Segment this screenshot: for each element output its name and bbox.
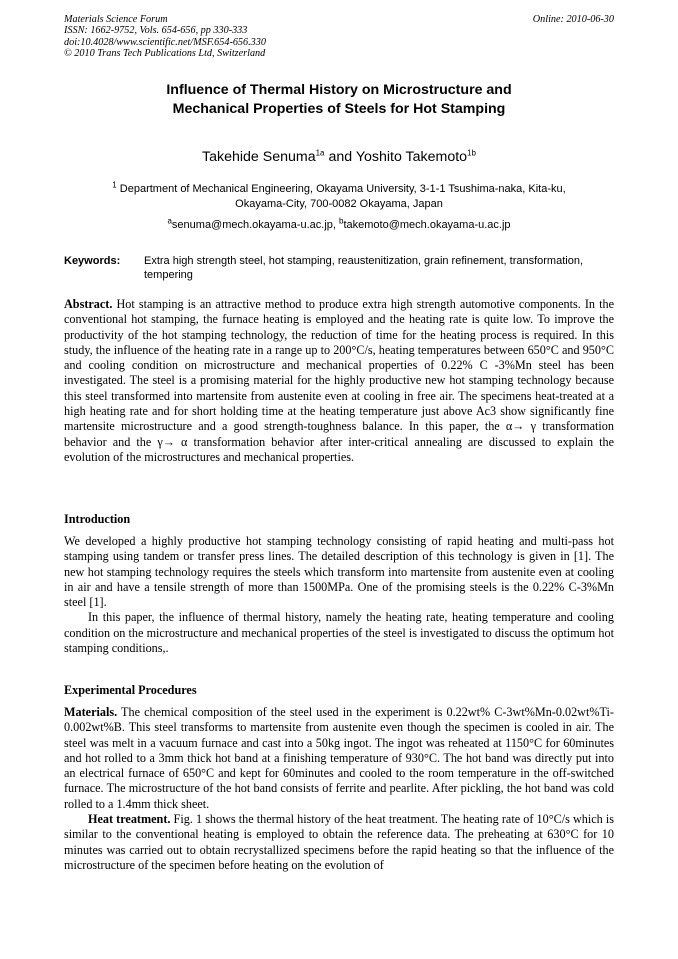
author-1: Takehide Senuma bbox=[202, 149, 316, 165]
email-b: takemoto@mech.okayama-u.ac.jp bbox=[343, 219, 511, 231]
keywords-label: Keywords: bbox=[64, 255, 121, 267]
affiliation-sup: 1 bbox=[112, 180, 117, 190]
email-a: senuma@mech.okayama-u.ac.jp, bbox=[171, 219, 339, 231]
materials-label: Materials. bbox=[64, 705, 118, 719]
issn-line: ISSN: 1662-9752, Vols. 654-656, pp 330-333 bbox=[64, 25, 248, 37]
journal-name: Materials Science Forum bbox=[64, 14, 168, 25]
paper-title bbox=[64, 81, 614, 119]
introduction-body bbox=[64, 534, 614, 656]
online-date: Online: 2010-06-30 bbox=[532, 14, 614, 25]
email-line bbox=[64, 218, 614, 233]
author-2-sup: 1b bbox=[467, 148, 476, 158]
materials-text: The chemical composition of the steel used in the experiment is 0.22wt% C-3wt%Mn-0.02wt%Ti-0.002wt%B. This steel transforms to martensite from austenite even though the specimen is cooled in air. The steel was melt in a vacuum furnace and cast into a 50kg ingot. The ingot was reheated at 1150°C for 60minutes and hot rolled to a 3mm thick hot band at a finishing temperature of 930°C. The hot band was directly put into an electrical furnace of 650°C and kept for 60minutes and cooled to the room temperature in the off-switched furnace. The microstructure of the hot band consists of ferrite and pearlite. After pickling, the hot band was cold rolled to a 1.4mm thick sheet. bbox=[64, 705, 614, 811]
abstract bbox=[64, 297, 614, 465]
intro-paragraph-2: In this paper, the influence of thermal history, namely the heating rate, heating temperature and cooling condition on the microstructure and mechanical properties of the steel is investigated to discuss the optimum hot stamping conditions,. bbox=[64, 610, 614, 656]
author-list bbox=[64, 148, 614, 166]
author-2: Yoshito Takemoto bbox=[355, 149, 468, 165]
experimental-body bbox=[64, 705, 614, 873]
introduction-heading: Introduction bbox=[64, 512, 131, 526]
experimental-heading: Experimental Procedures bbox=[64, 683, 197, 697]
email-b-sup: b bbox=[339, 216, 344, 226]
title-line-1: Influence of Thermal History on Microstructure and bbox=[166, 82, 512, 98]
abstract-label: Abstract. bbox=[64, 297, 113, 311]
doi-line: doi:10.4028/www.scientific.net/MSF.654-656.330 bbox=[64, 36, 266, 48]
journal-header bbox=[64, 14, 266, 60]
heat-treatment-label: Heat treatment. bbox=[88, 812, 171, 827]
email-a-sup: a bbox=[167, 216, 172, 226]
affiliation-line-1: Department of Mechanical Engineering, Okayama University, 3-1-1 Tsushima-naka, Kita-ku, bbox=[116, 183, 566, 195]
author-connector: and bbox=[324, 149, 356, 165]
affiliation bbox=[64, 182, 614, 212]
author-1-sup: 1a bbox=[315, 148, 325, 158]
title-line-2: Mechanical Properties of Steels for Hot Stamping bbox=[172, 101, 506, 117]
abstract-text: Hot stamping is an attractive method to produce extra high strength automotive components. In the conventional hot stamping, the furnace heating is employed and the heating rate is quite low. To improve the productivity of the hot stamping technology, the reduction of time for the heating process is required. In this study, the influence of the heating rate in a range up to 200°C/s, heating temperatures between 650°C and 950°C and cooling condition on microstructure and mechanical properties of 0.22% C -3%Mn steel has been investigated. The steel is a promising material for the highly productive new hot stamping technology because this steel transformed into martensite from austenite even at cooling in free air. The specimens heat-treated at a high heating rate and for short holding time at the heating temperature just above Ac3 show significantly fine martensite microstructure and a good strength-toughness balance. In this paper, the α→ γ transformation behavior and the γ→ α transformation behavior after inter-critical annealing are discussed to explain the evolution of the microstructures and mechanical properties. bbox=[64, 297, 614, 464]
intro-paragraph-1: We developed a highly productive hot stamping technology consisting of rapid heating and multi-pass hot stamping using tandem or transfer press lines. The detailed description of this technology is given in [1]. The new hot stamping technology requires the steels which transform into martensite from austenite even at cooling in air and have a tensile strength of more than 1500MPa. One of the promising steels is the 0.22% C-3%Mn steel [1]. bbox=[64, 534, 614, 610]
keywords-text: Extra high strength steel, hot stamping, reaustenitization, grain refinement, transformation, tempering bbox=[144, 255, 584, 281]
copyright-line: © 2010 Trans Tech Publications Ltd, Switzerland bbox=[64, 48, 266, 60]
affiliation-line-2: Okayama-City, 700-0082 Okayama, Japan bbox=[235, 198, 443, 210]
heat-treatment-text: Fig. 1 shows the thermal history of the heat treatment. The heating rate of 10°C/s which is similar to the conventional heating is employed to obtain the reference data. The preheating at 630°C for 10 minutes was carried out to obtain recrystallized specimens before the rapid heating so that the influence of the microstructure of the specimen before heating on the evolution of bbox=[64, 812, 614, 872]
